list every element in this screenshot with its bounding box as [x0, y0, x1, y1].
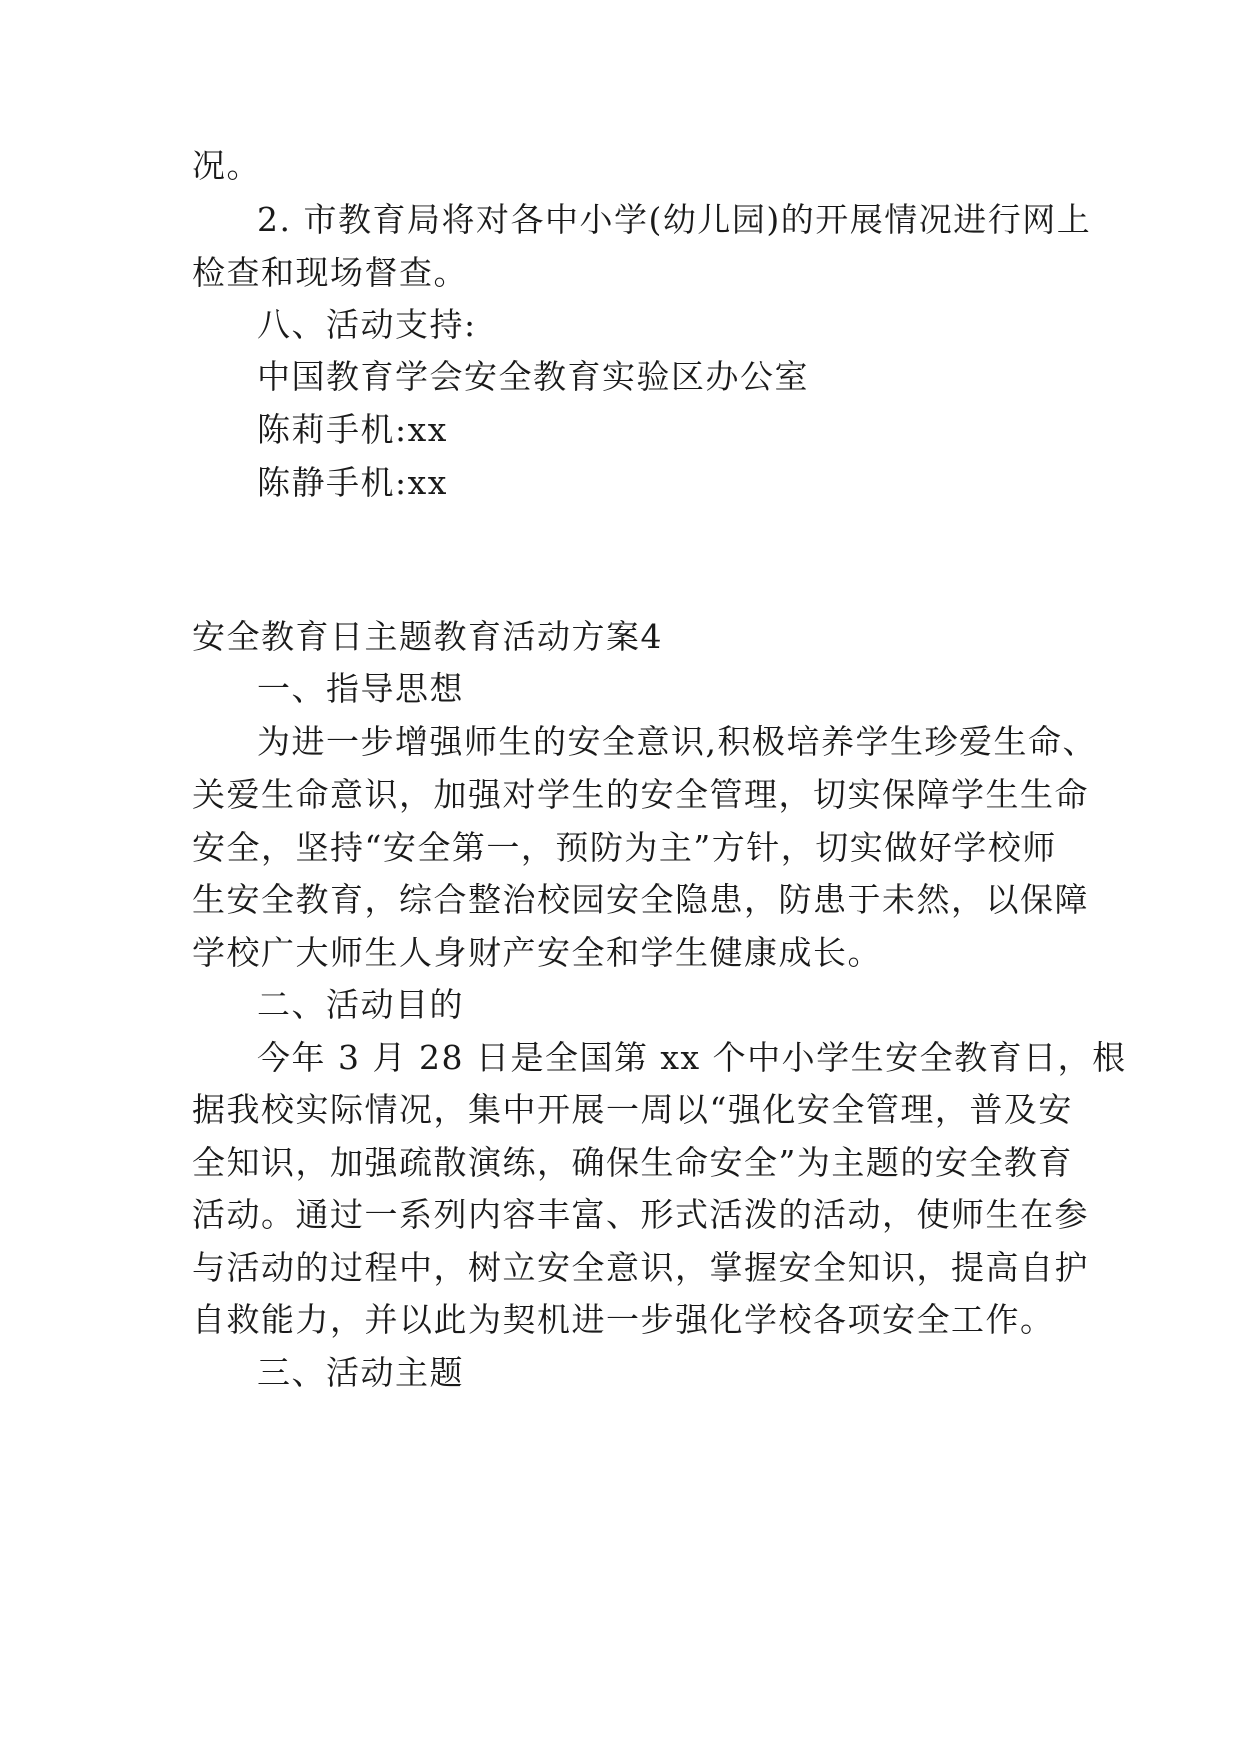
- paragraph-line: 生安全教育，综合整治校园安全隐患，防患于未然，以保障: [192, 880, 1089, 919]
- document-title: 安全教育日主题教育活动方案4: [192, 617, 663, 656]
- paragraph-line: 与活动的过程中，树立安全意识，掌握安全知识，提高自护: [192, 1248, 1089, 1287]
- paragraph-line: 陈静手机:xx: [257, 463, 448, 502]
- section-heading: 二、活动目的: [257, 985, 464, 1024]
- paragraph-line: 2. 市教育局将对各中小学(幼儿园)的开展情况进行网上: [257, 200, 1092, 239]
- paragraph-line: 检查和现场督查。: [192, 253, 468, 292]
- paragraph-line: 全知识，加强疏散演练，确保生命安全”为主题的安全教育: [192, 1143, 1073, 1182]
- paragraph-line: 今年 3 月 28 日是全国第 xx 个中小学生安全教育日，根: [257, 1038, 1127, 1077]
- paragraph-line: 自救能力，并以此为契机进一步强化学校各项安全工作。: [192, 1300, 1055, 1339]
- section-heading: 八、活动支持:: [257, 305, 477, 344]
- section-heading: 三、活动主题: [257, 1353, 464, 1392]
- paragraph-line: 活动。通过一系列内容丰富、形式活泼的活动，使师生在参: [192, 1195, 1089, 1234]
- paragraph-line: 中国教育学会安全教育实验区办公室: [257, 357, 809, 396]
- paragraph-line: 据我校实际情况，集中开展一周以“强化安全管理，普及安: [192, 1090, 1073, 1129]
- paragraph-line: 安全，坚持“安全第一，预防为主”方针，切实做好学校师: [192, 828, 1057, 867]
- paragraph-line: 关爱生命意识，加强对学生的安全管理，切实保障学生生命: [192, 775, 1089, 814]
- paragraph-line: 学校广大师生人身财产安全和学生健康成长。: [192, 933, 882, 972]
- paragraph-line: 为进一步增强师生的安全意识,积极培养学生珍爱生命、: [257, 722, 1097, 761]
- section-heading: 一、指导思想: [257, 669, 464, 708]
- paragraph-line: 况。: [192, 146, 261, 185]
- paragraph-line: 陈莉手机:xx: [257, 410, 448, 449]
